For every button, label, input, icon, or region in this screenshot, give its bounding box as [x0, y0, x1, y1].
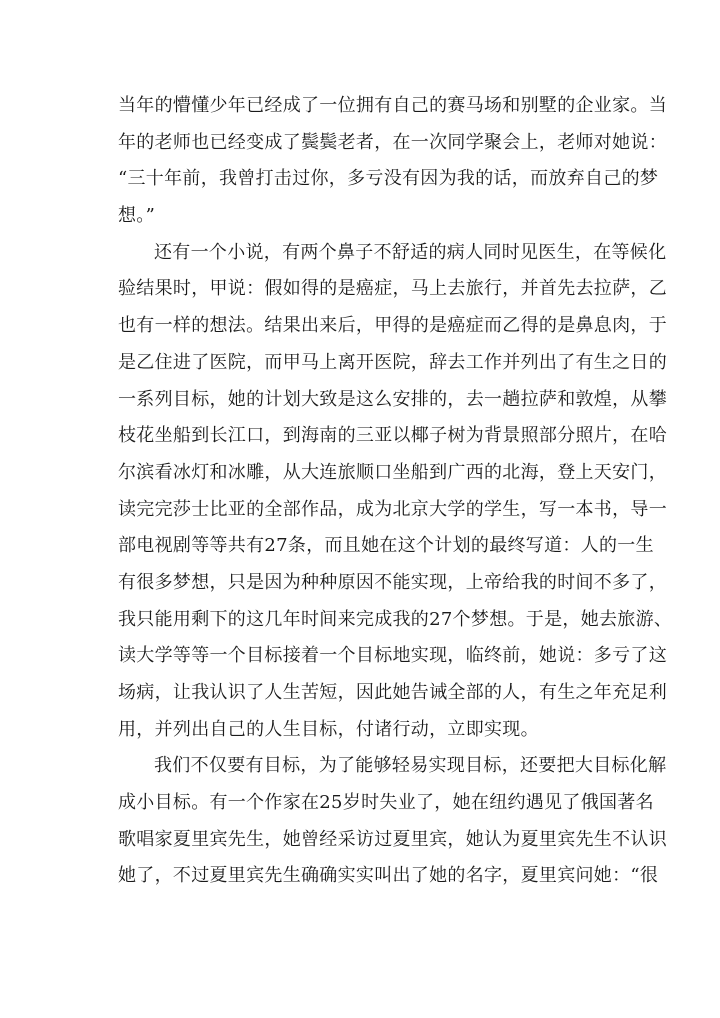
text-line: 枝花坐船到长江口，到海南的三亚以椰子树为背景照部分照片，在哈: [118, 425, 667, 447]
text-line: 读完完莎士比亚的全部作品，成为北京大学的学生，写一本书，导一: [118, 498, 667, 520]
text-line: 是乙住进了医院，而甲马上离开医院，辞去工作并列出了有生之日的: [118, 351, 667, 373]
text-line: “三十年前，我曾打击过你，多亏没有因为我的话，而放弃自己的梦: [118, 168, 659, 190]
text-line: 场病，让我认识了人生苦短，因此她告诫全部的人，有生之年充足利: [118, 682, 667, 703]
text-line: 想。”: [118, 205, 156, 227]
text-line: 还有一个小说，有两个鼻子不舒适的病人同时见医生，在等候化: [154, 241, 667, 263]
text-line: 年的老师也已经变成了鬓鬓老者，在一次同学聚会上，老师对她说：: [118, 131, 667, 153]
text-line: 她了，不过夏里宾先生确确实实叫出了她的名字，夏里宾问她：“很: [118, 865, 659, 887]
text-line: 我们不仅要有目标，为了能够轻易实现目标，还要把大目标化解: [154, 755, 667, 777]
text-line: 尔滨看冰灯和冰雕，从大连旅顺口坐船到广西的北海，登上天安门，: [118, 461, 667, 483]
document-body: [118, 88, 673, 895]
text-line: 用，并列出自己的人生目标，付诸行动，立即实现。: [118, 718, 539, 740]
text-line: 歌唱家夏里宾先生，她曾经采访过夏里宾，她认为夏里宾先生不认识: [118, 828, 667, 850]
text-line: 部电视剧等等共有27条，而且她在这个计划的最终写道：人的一生: [118, 535, 654, 557]
text-line: 成小目标。有一个作家在25岁时失业了，她在纽约遇见了俄国著名: [118, 792, 654, 814]
text-line: 读大学等等一个目标接着一个目标地实现，临终前，她说：多亏了这: [118, 645, 667, 667]
text-line: 一系列目标，她的计划大致是这么安排的，去一趟拉萨和敦煌，从攀: [118, 388, 667, 410]
text-line: 也有一样的想法。结果出来后，甲得的是癌症而乙得的是鼻息肉，于: [118, 315, 667, 337]
text-line: 我只能用剩下的这几年时间来完成我的27个梦想。于是，她去旅游、: [118, 608, 673, 630]
text-line: 有很多梦想，只是因为种种原因不能实现，上帝给我的时间不多了，: [118, 571, 667, 593]
text-line: 验结果时，甲说：假如得的是癌症，马上去旅行，并首先去拉萨，乙: [118, 278, 667, 300]
text-line: 当年的懵懂少年已经成了一位拥有自己的赛马场和别墅的企业家。当: [118, 95, 667, 116]
